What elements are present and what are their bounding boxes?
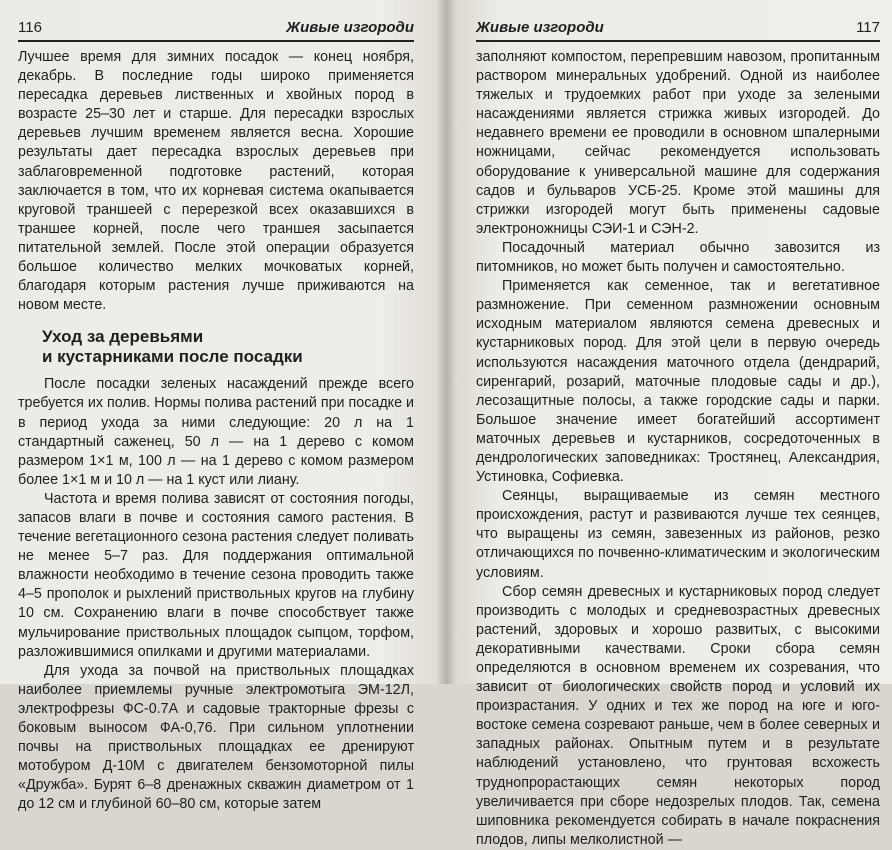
heading-line: Уход за деревьями (42, 327, 204, 347)
paragraph: заполняют компостом, перепревшим навозом, пропитанным раствором минеральных удобрений. Одной из наиболее тяжелых и трудоемких работ при уходе за зелеными насаждениями является стрижка живых изгородей. До недавнего времени ее проводили в основном шпалерными ножницами, сейчас рекомендуется использовать оборудование к универсальной машине для содержания садов и бульваров УСБ-25. Кроме этой машины для стрижки изгородей могут быть применены садовые электроножницы СЭИ-1 и СЭН-2. (476, 49, 880, 237)
page-number: 116 (18, 19, 42, 36)
paragraph: Для ухода за почвой на приствольных площадках наиболее приемлемы ручные электромотыга ЭМ-12Л, электрофрезы ФС-0.7А и садовые тракторные фрезы с боковым выносом ФА-0,76. При сильном уплотнении почвы на приствольных площадках ее дренируют мотобуром Д-10М с двигателем бензомоторной пилы «Дружба». Бурят 6–8 дренажных скважин диаметром от 1 до 12 см и глубиной 60–80 см, которые затем (18, 662, 414, 813)
header-rule (18, 40, 414, 42)
heading-line: и кустарниками после посадки (42, 347, 303, 367)
right-page (446, 0, 892, 848)
left-page-body (18, 48, 414, 814)
book-gutter-shadow (436, 0, 456, 684)
section-heading (42, 327, 414, 367)
paragraph: Лучшее время для зимних посадок — конец ноября, декабрь. В последние годы широко применяется пересадка деревьев лиственных и хвойных пород в возрасте 25–30 лет и старше. Для пересадки взрослых деревьев лучшим временем является весна. Хорошие результаты дает пересадка взрослых деревьев при заблаговременной подготовке растений, которая заключается в том, что их корневая система окапывается круговой траншеей с перерезкой всех оказавшихся в траншее корней, после чего траншея засыпается питательной землей. После этой операции образуется большое количество мелких мочковатых корней, благодаря которым растения лучше приживаются на новом месте. (18, 49, 414, 314)
right-page-header (476, 16, 880, 36)
header-rule (476, 40, 880, 42)
running-title: Живые изгороди (286, 19, 414, 36)
paragraph: Сбор семян древесных и кустарниковых пород следует производить с молодых и средневозрастных древесных растений, здоровых и хорошо развитых, с высокими декоративными качествами. Сроки сбора семян определяются в основном временем их созревания, что зависит от биологических свойств пород и условий их произрастания. У одних и тех же пород на юге и юго-востоке семена созревают раньше, чем в более северных и западных районах. Опытным путем и в результате наблюдений установлено, что грунтовая всхожесть труднопрорастающих семян некоторых пород увеличивается при сборе недозрелых плодов. Так, семена шиповника рекомендуется собирать в начале покраснения плодов, липы мелколистной — (476, 583, 880, 848)
page-number: 117 (856, 19, 880, 36)
paragraph: После посадки зеленых насаждений прежде всего требуется их полив. Нормы полива растений при посадке и в период ухода за ними следующие: 20 л на 1 стандартный саженец, 50 л — на 1 дерево с комом размером 1×1 м, 100 л — на 1 дерево с комом размером более 1×1 м и 10 л — на 1 куст или лиану. (18, 376, 414, 488)
running-title: Живые изгороди (476, 19, 604, 36)
paragraph: Сеянцы, выращиваемые из семян местного происхождения, растут и развиваются лучше тех сеянцев, что выращены из семян, завезенных из районов, резко отличающихся по почвенно-климатическим и экологическим условиям. (476, 488, 880, 581)
paragraph: Частота и время полива зависят от состояния погоды, запасов влаги в почве и состояния самого растения. В течение вегетационного сезона растения следует поливать не менее 5–7 раз. Для поддержания оптимальной влажности необходимо в течение сезона проводить также 4–5 прополок и рыхлений приствольных кругов на глубину 10 см. Сохранению влаги в почве способствует также мульчирование приствольных площадок сыпцом, торфом, разложившимися опилками и другими материалами. (18, 490, 414, 660)
right-page-body (476, 48, 880, 850)
paragraph: Посадочный материал обычно завозится из питомников, но может быть получен и самостоятельно. (476, 239, 880, 276)
left-page (0, 0, 446, 813)
paragraph: Применяется как семенное, так и вегетативное размножение. При семенном размножении основным исходным материалом являются семена древесных и кустарниковых пород. Для этой цели в первую очередь используются насаждения маточного отдела (дендрарий, сиренгарий, розарий, маточные плодовые сады и др.), лесозащитные полосы, а также городские сады и парки. Большое значение имеет богатейший ассортимент маточных деревьев и кустарников, сосредоточенных в дендрологических заповедниках: Тростянец, Александрия, Устиновка, Софиевка. (476, 278, 880, 486)
left-page-header (18, 16, 414, 36)
